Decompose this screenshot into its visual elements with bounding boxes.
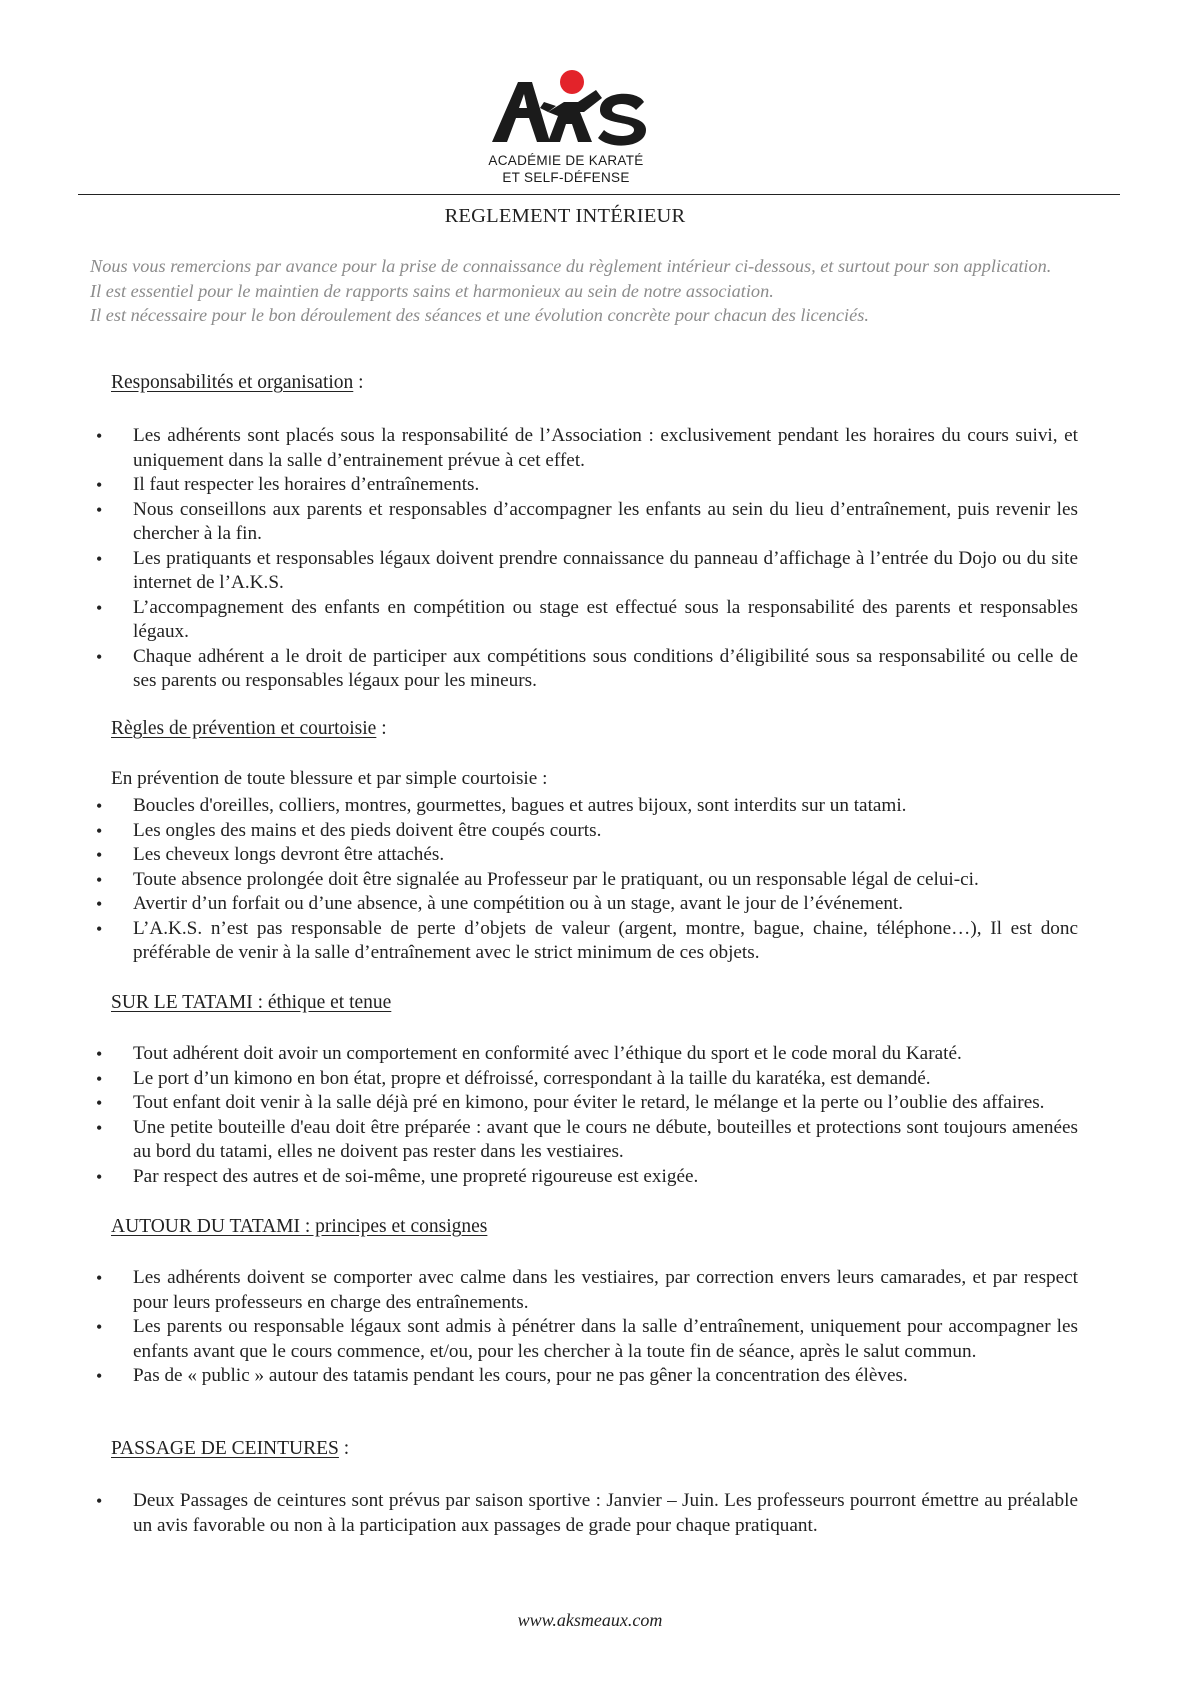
section-list-sur-le-tatami: [0, 1042, 1180, 1189]
list-item: • Par respect des autres et de soi-même, une propreté rigoureuse est exigée.: [0, 1165, 1078, 1190]
section-heading-label: Responsabilités et organisation: [111, 372, 354, 393]
intro-line: Il est nécessaire pour le bon déroulement des séances et une évolution concrète pour chacun des licenciés.: [90, 305, 869, 326]
header-divider: [78, 194, 1120, 195]
list-item: • Le port d’un kimono en bon état, propre et défroissé, correspondant à la taille du karatéka, est demandé.: [0, 1067, 1078, 1092]
list-item: • Tout adhérent doit avoir un comportement en conformité avec l’éthique du sport et le code moral du Karaté.: [0, 1042, 1078, 1067]
logo-line-1: ACADÉMIE DE KARATÉ: [488, 153, 644, 168]
section-list-prevention: [0, 794, 1180, 966]
karate-figure-logo-icon: [488, 68, 648, 146]
section-heading-passage-de-ceintures: [111, 1438, 349, 1460]
intro-text: [90, 254, 1130, 328]
section-list-autour-du-tatami: [0, 1266, 1180, 1389]
section-lead-text: En prévention de toute blessure et par simple courtoisie :: [111, 768, 548, 789]
list-item: • Toute absence prolongée doit être signalée au Professeur par le pratiquant, ou un responsable légal de celui-ci.: [0, 868, 1078, 893]
list-item: • Nous conseillons aux parents et responsables d’accompagner les enfants au sein du lieu d’entraînement, puis revenir les chercher à la fin.: [0, 498, 1078, 547]
intro-line: Il est essentiel pour le maintien de rapports sains et harmonieux au sein de notre association.: [90, 280, 774, 301]
section-heading-autour-du-tatami: [111, 1216, 487, 1238]
aks-logo: [478, 68, 698, 186]
section-heading-responsabilites: [111, 372, 364, 394]
section-heading-sur-le-tatami: [111, 992, 391, 1014]
section-list-responsabilites: [0, 424, 1180, 694]
list-item: • L’A.K.S. n’est pas responsable de perte d’objets de valeur (argent, montre, bague, chaine, téléphone…), Il est donc préférable de venir à la salle d’entraînement avec le strict minimum de ces objets.: [0, 917, 1078, 966]
list-item: • Une petite bouteille d'eau doit être préparée : avant que le cours ne débute, bouteilles et protections sont toujours amenées au bord du tatami, elles ne doivent pas rester dans les vestiaires.: [0, 1116, 1078, 1165]
section-heading-suffix: :: [353, 372, 364, 393]
section-heading-label: PASSAGE DE CEINTURES: [111, 1438, 339, 1459]
section-heading-suffix: :: [338, 1438, 350, 1459]
logo-line-2: ET SELF-DÉFENSE: [502, 170, 630, 185]
section-heading-suffix: :: [376, 718, 387, 739]
page-title: REGLEMENT INTÉRIEUR: [444, 205, 686, 227]
list-item: • Boucles d'oreilles, colliers, montres, gourmettes, bagues et autres bijoux, sont interdits sur un tatami.: [0, 794, 1078, 819]
logo-subtitle: [478, 152, 654, 186]
section-heading-label: AUTOUR DU TATAMI : principes et consignes: [111, 1216, 488, 1237]
list-item: • Avertir d’un forfait ou d’une absence, à une compétition ou à un stage, avant le jour de l’événement.: [0, 892, 1078, 917]
section-heading-label: SUR LE TATAMI : éthique et tenue: [111, 992, 392, 1013]
list-item: • L’accompagnement des enfants en compétition ou stage est effectué sous la responsabilité des parents et responsables légaux.: [0, 596, 1078, 645]
list-item: • Tout enfant doit venir à la salle déjà pré en kimono, pour éviter le retard, le mélange et la perte ou l’oublie des affaires.: [0, 1091, 1078, 1116]
section-heading-label: Règles de prévention et courtoisie: [111, 718, 377, 739]
footer-website: www.aksmeaux.com: [517, 1610, 663, 1630]
list-item: • Les parents ou responsable légaux sont admis à pénétrer dans la salle d’entraînement, uniquement pour accompagner les enfants avant que le cours commence, et/ou, pour les chercher à la toute fin de séance, après le salut commun.: [0, 1315, 1078, 1364]
list-item: • Les cheveux longs devront être attachés.: [0, 843, 1078, 868]
intro-line: Nous vous remercions par avance pour la prise de connaissance du règlement intérieur ci-dessous, et surtout pour son application.: [90, 256, 1052, 276]
section-list-passage-de-ceintures: [0, 1489, 1180, 1538]
list-item: • Deux Passages de ceintures sont prévus par saison sportive : Janvier – Juin. Les professeurs pourront émettre au préalable un avis favorable ou non à la participation aux passages de grade pour chaque pratiquant.: [0, 1489, 1078, 1538]
list-item: • Les pratiquants et responsables légaux doivent prendre connaissance du panneau d’affichage à l’entrée du Dojo ou du site internet de l’A.K.S.: [0, 547, 1078, 596]
list-item: • Les adhérents sont placés sous la responsabilité de l’Association : exclusivement pendant les horaires du cours suivi, et uniquement dans la salle d’entrainement prévue à cet effet.: [0, 424, 1078, 473]
list-item: • Chaque adhérent a le droit de participer aux compétitions sous conditions d’éligibilité sous sa responsabilité ou celle de ses parents ou responsables légaux pour les mineurs.: [0, 645, 1078, 694]
list-item: • Les adhérents doivent se comporter avec calme dans les vestiaires, par correction envers leurs camarades, et par respect pour leurs professeurs en charge des entraînements.: [0, 1266, 1078, 1315]
list-item: • Il faut respecter les horaires d’entraînements.: [0, 473, 1078, 498]
list-item: • Les ongles des mains et des pieds doivent être coupés courts.: [0, 819, 1078, 844]
section-heading-prevention: [111, 718, 387, 740]
list-item: • Pas de « public » autour des tatamis pendant les cours, pour ne pas gêner la concentration des élèves.: [0, 1364, 1078, 1389]
